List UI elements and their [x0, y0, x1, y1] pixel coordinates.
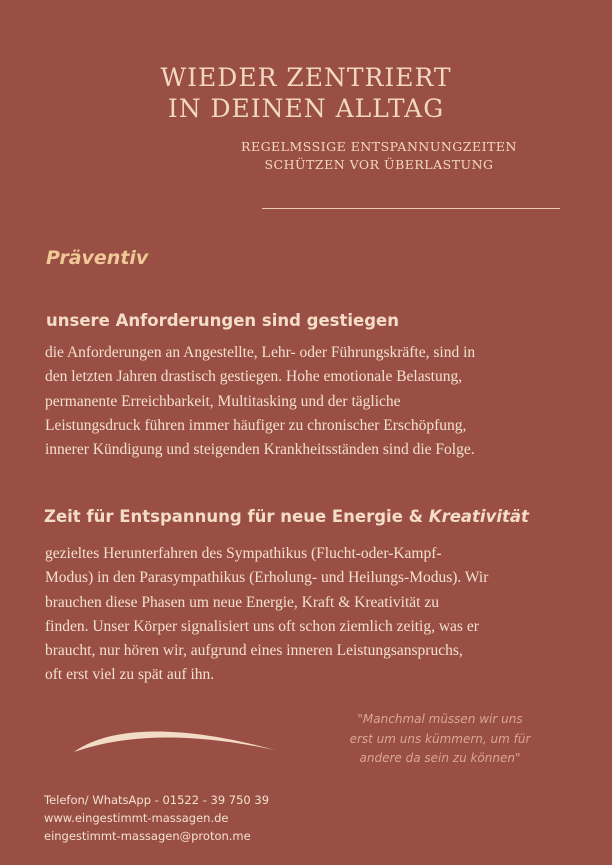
section2-line: finden. Unser Körper signalisiert uns oft schon ziemlich zeitig, was er: [45, 617, 479, 635]
quote-line: andere da sein zu können": [359, 751, 521, 765]
section1-line: permanente Erreichbarkeit, Multitasking und der tägliche: [45, 392, 401, 410]
section1-heading: unsere Anforderungen sind gestiegen: [46, 311, 399, 330]
section2-heading-emphasis: Kreativität: [428, 507, 529, 526]
decorative-swoosh-icon: [70, 722, 280, 762]
page-title: [0, 62, 612, 124]
contact-info: [44, 791, 269, 845]
contact-website[interactable]: www.eingestimmt-massagen.de: [44, 811, 229, 825]
section2-heading: [44, 507, 529, 526]
title-line-1: WIEDER ZENTRIERT: [160, 63, 452, 92]
subtitle-line-1: REGELMSSIGE ENTSPANNUNGZEITEN: [241, 139, 517, 154]
title-line-2: IN DEINEN ALLTAG: [167, 94, 445, 123]
section1-line: die Anforderungen an Angestellte, Lehr- oder Führungskräfte, sind in: [45, 344, 476, 361]
section-label: Präventiv: [46, 247, 149, 269]
section2-line: braucht, nur hören wir, aufgrund eines inneren Leistungsanspruchs,: [45, 642, 463, 660]
section1-line: Leistungsdruck führen immer häufiger zu chronischer Erschöpfung,: [45, 416, 467, 434]
section2-line: Modus) in den Parasympathikus (Erholung- und Heilungs-Modus). Wir: [45, 569, 489, 587]
section1-line: den letzten Jahren drastisch gestiegen. Hohe emotionale Belastung,: [45, 368, 463, 386]
contact-email[interactable]: eingestimmt-massagen@proton.me: [44, 829, 251, 843]
section2-heading-text: Zeit für Entspannung für neue Energie &: [44, 507, 424, 526]
subtitle-line-2: SCHÜTZEN VOR ÜBERLASTUNG: [264, 157, 494, 172]
quote-line: "Manchmal müssen wir uns: [357, 712, 523, 726]
page-subtitle: [226, 138, 532, 174]
section2-line: oft erst viel zu spät auf ihn.: [45, 666, 215, 684]
quote-line: erst um uns kümmern, um für: [349, 731, 531, 746]
quote-block: [326, 710, 554, 769]
divider-line: [262, 208, 560, 209]
section2-paragraph: [45, 542, 575, 688]
section2-line: brauchen diese Phasen um neue Energie, Kraft & Kreativität zu: [45, 593, 439, 611]
contact-phone: Telefon/ WhatsApp - 01522 - 39 750 39: [44, 793, 270, 807]
section1-paragraph: [45, 341, 575, 462]
section1-line: innerer Kündigung und steigenden Krankheitsständen sind die Folge.: [45, 441, 475, 459]
section2-line: gezieltes Herunterfahren des Sympathikus (Flucht-oder-Kampf-: [45, 545, 442, 562]
